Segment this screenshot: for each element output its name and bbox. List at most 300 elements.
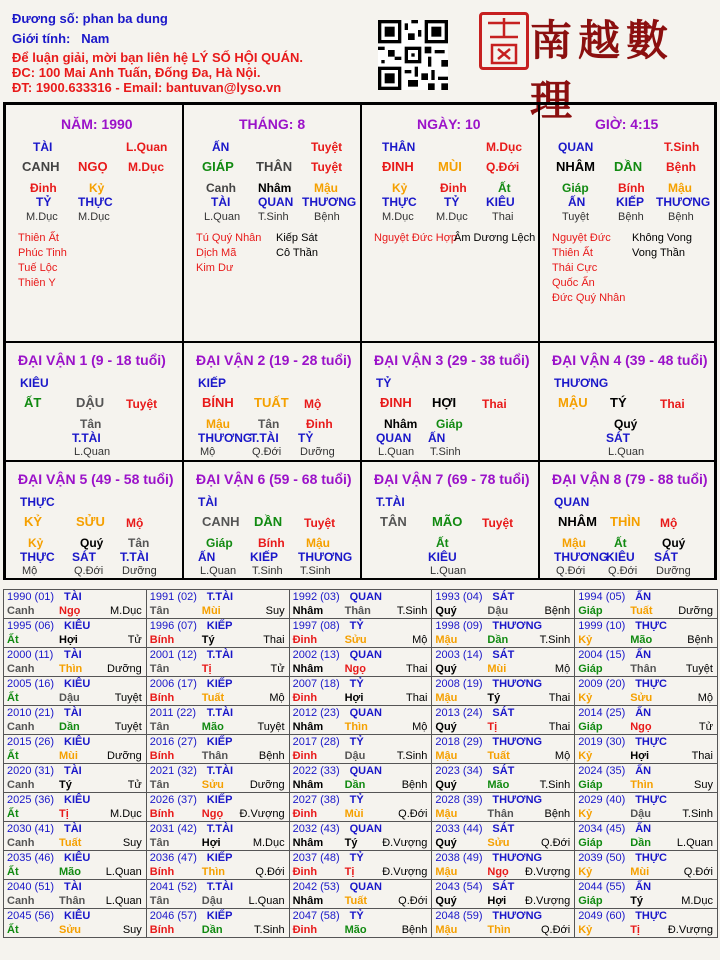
dai-van-hidden-god: THỰC xyxy=(20,550,55,564)
pillar-thang xyxy=(183,104,361,342)
year-chi: Tị xyxy=(59,808,69,820)
year-can: Ất xyxy=(7,750,19,762)
dai-van-hidden-god: SÁT xyxy=(72,550,96,564)
year-label: 2007 (18) xyxy=(292,678,340,690)
year-chi: Hợi xyxy=(487,895,507,907)
year-status: T.Sinh xyxy=(539,634,571,646)
year-can: Mậu xyxy=(435,634,458,646)
year-cell xyxy=(146,677,289,706)
year-status: Tử xyxy=(127,634,142,646)
year-god: THƯƠNG xyxy=(492,678,543,690)
year-chi: Hợi xyxy=(201,837,221,849)
year-god: ẤN xyxy=(635,765,652,777)
year-chi: Mùi xyxy=(487,663,507,675)
pillar-top-status: M.Dục xyxy=(486,140,522,154)
duong-so: Đương số: phan ba dung xyxy=(12,11,168,26)
year-chi: Sửu xyxy=(630,692,653,704)
year-can: Quý xyxy=(435,605,457,617)
year-chi: Thìn xyxy=(487,924,511,936)
dai-van-hidden-stem: Quý xyxy=(662,536,686,550)
year-can: Ất xyxy=(7,808,19,820)
year-cell xyxy=(432,793,575,822)
dai-van-can: TÂN xyxy=(380,514,407,529)
year-can: Quý xyxy=(435,721,457,733)
dai-van-hidden-status: L.Quan xyxy=(74,446,111,458)
year-label: 2044 (55) xyxy=(578,881,626,893)
year-god: ẤN xyxy=(635,649,652,661)
dai-van-hidden-stem: Giáp xyxy=(206,536,233,550)
year-status: Đ.Vượng xyxy=(382,837,428,849)
year-cell xyxy=(146,648,289,677)
dai-van-chi: TÝ xyxy=(610,395,627,410)
dai-van-hidden-stem: Nhâm xyxy=(384,417,418,431)
year-chi: Mão xyxy=(344,924,367,936)
year-chi: Ngọ xyxy=(59,605,81,617)
dai-van-hidden-stem: Quý xyxy=(80,536,104,550)
year-cell xyxy=(575,880,718,909)
hidden-status: T.Sinh xyxy=(258,211,289,223)
year-status: L.Quan xyxy=(248,895,285,907)
year-chi: Mùi xyxy=(201,605,221,617)
year-chi: Thân xyxy=(59,895,86,907)
dai-van-chi: THÌN xyxy=(610,514,641,529)
year-cell xyxy=(4,735,147,764)
year-label: 2031 (42) xyxy=(149,823,197,835)
year-god: TÀI xyxy=(64,707,82,719)
dai-van-hidden-status: T.Sinh xyxy=(252,565,283,577)
year-can: Quý xyxy=(435,895,457,907)
year-can: Bính xyxy=(149,750,175,762)
dai-van-cell xyxy=(5,461,183,580)
year-cell xyxy=(289,590,432,619)
star: Tú Quý Nhân xyxy=(196,232,262,244)
year-can: Ất xyxy=(7,866,19,878)
year-cell xyxy=(146,793,289,822)
dai-van-title: ĐẠI VẬN 6 (59 - 68 tuổi) xyxy=(196,471,352,487)
year-cell xyxy=(289,880,432,909)
year-cell xyxy=(289,909,432,938)
year-can: Giáp xyxy=(578,721,603,733)
dai-van-chi: SỬU xyxy=(76,514,105,529)
year-god: QUAN xyxy=(349,765,382,777)
year-chi: Sửu xyxy=(487,837,510,849)
year-chi: Thân xyxy=(630,663,657,675)
hidden-status: Tuyệt xyxy=(562,211,590,223)
year-status: Thai xyxy=(263,634,285,646)
year-cell xyxy=(4,822,147,851)
gioi-tinh-label: Giới tính: xyxy=(12,31,71,46)
year-cell xyxy=(575,851,718,880)
pillar-chi: NGỌ xyxy=(78,159,108,174)
year-can: Bính xyxy=(149,808,175,820)
year-cell xyxy=(432,764,575,793)
dai-van-hidden-stem: Mậu xyxy=(562,536,586,550)
year-label: 2039 (50) xyxy=(578,852,626,864)
pillar-top-god: ẤN xyxy=(212,140,230,154)
year-label: 2043 (54) xyxy=(435,881,483,893)
year-can: Kỷ xyxy=(578,692,593,704)
year-label: 2042 (53) xyxy=(292,881,340,893)
year-chi: Dậu xyxy=(201,895,223,907)
year-cell xyxy=(432,880,575,909)
pillar-top-god: THÂN xyxy=(382,140,416,154)
year-row xyxy=(4,793,718,822)
year-can: Đinh xyxy=(292,750,318,762)
dai-van-god: T.TÀI xyxy=(376,495,405,509)
hidden-stem: Giáp xyxy=(562,181,589,195)
year-label: 2015 (26) xyxy=(7,736,55,748)
dai-van-god: KIẾP xyxy=(198,376,227,390)
year-status: Mộ xyxy=(554,663,571,675)
year-label: 2012 (23) xyxy=(292,707,340,719)
year-label: 2026 (37) xyxy=(149,794,197,806)
year-god: THƯƠNG xyxy=(492,620,543,632)
dai-van-chi: HỢI xyxy=(432,395,457,410)
year-cell xyxy=(146,880,289,909)
year-status: Q.Đới xyxy=(398,808,428,820)
year-chi: Tuất xyxy=(59,837,82,849)
dai-van-hidden-status: Q.Đới xyxy=(74,565,104,577)
year-god: QUAN xyxy=(349,591,382,603)
year-cell xyxy=(575,619,718,648)
year-god: TÀI xyxy=(64,649,82,661)
hidden-status: M.Dục xyxy=(78,211,110,223)
year-label: 2040 (51) xyxy=(7,881,55,893)
year-label: 1991 (02) xyxy=(149,591,197,603)
year-god: KIẾP xyxy=(206,736,233,748)
dai-van-cell xyxy=(183,342,361,461)
year-god: KIẾP xyxy=(206,852,233,864)
dai-van-hidden-god: KIÊU xyxy=(428,550,457,564)
year-row xyxy=(4,648,718,677)
year-god: SÁT xyxy=(492,707,515,719)
year-label: 1997 (08) xyxy=(292,620,340,632)
year-status: T.Sinh xyxy=(254,924,285,936)
year-label: 2024 (35) xyxy=(578,765,626,777)
year-label: 2029 (40) xyxy=(578,794,626,806)
year-god: TÀI xyxy=(64,823,82,835)
year-can: Kỷ xyxy=(578,750,593,762)
hidden-stem: Canh xyxy=(206,181,236,195)
dai-van-can: ĐINH xyxy=(380,395,412,410)
star: Thiên Ất xyxy=(18,232,59,244)
year-label: 2005 (16) xyxy=(7,678,55,690)
dai-van-god: THỰC xyxy=(20,495,55,509)
year-can: Canh xyxy=(7,837,35,849)
year-can: Canh xyxy=(7,895,35,907)
year-status: Dưỡng xyxy=(678,605,713,617)
year-god: TỶ xyxy=(349,910,364,922)
year-chi: Thân xyxy=(201,750,229,762)
year-cell xyxy=(575,909,718,938)
year-chi: Dần xyxy=(630,837,651,849)
dai-van-hidden-god: T.TÀI xyxy=(72,431,101,445)
hidden-god: TỶ xyxy=(444,195,460,209)
year-status: Tử xyxy=(698,721,713,733)
year-status: Suy xyxy=(122,837,142,849)
year-status: Đ.Vượng xyxy=(667,924,713,936)
year-label: 1990 (01) xyxy=(7,591,55,603)
year-cell xyxy=(289,851,432,880)
pillar-chi-status: Q.Đới xyxy=(486,160,520,174)
year-can: Đinh xyxy=(292,634,318,646)
year-cell xyxy=(575,677,718,706)
year-status: Q.Đới xyxy=(540,924,571,936)
chart-grid xyxy=(3,102,717,580)
year-cell xyxy=(432,851,575,880)
gioi-tinh-value: Nam xyxy=(81,31,110,46)
year-chi: Thìn xyxy=(59,663,83,675)
hidden-status: Bệnh xyxy=(314,211,340,223)
year-god: ẤN xyxy=(635,707,652,719)
year-god: THƯƠNG xyxy=(492,852,543,864)
lien-he: Để luận giải, mời bạn liên hệ LÝ SỐ HỘI QUÁN. xyxy=(12,50,303,65)
year-cell xyxy=(575,648,718,677)
year-chi: Hợi xyxy=(59,634,78,646)
year-status: Bệnh xyxy=(401,779,428,791)
dai-van-hidden-status: Dưỡng xyxy=(122,565,157,577)
year-chi: Dậu xyxy=(59,692,80,704)
hidden-status: L.Quan xyxy=(204,211,241,223)
year-chi: Ngọ xyxy=(487,866,509,878)
qr-code-icon[interactable] xyxy=(378,20,448,90)
year-cell xyxy=(432,619,575,648)
year-god: TỶ xyxy=(349,794,364,806)
dai-van-hidden-status: L.Quan xyxy=(430,565,467,577)
star: Quốc Ấn xyxy=(552,277,595,289)
hidden-status: Bệnh xyxy=(668,211,694,223)
year-chi: Mão xyxy=(201,721,224,733)
year-god: KIÊU xyxy=(64,678,91,690)
year-label: 2037 (48) xyxy=(292,852,340,864)
year-chi: Mão xyxy=(59,866,81,878)
year-cell xyxy=(4,677,147,706)
year-chi: Thân xyxy=(487,808,514,820)
year-chi: Tý xyxy=(59,779,72,791)
year-label: 2004 (15) xyxy=(578,649,626,661)
dai-van-title: ĐẠI VẬN 3 (29 - 38 tuổi) xyxy=(374,352,530,368)
dai-van-cell xyxy=(5,342,183,461)
dai-van-cell xyxy=(183,461,361,580)
hidden-god: THỰC xyxy=(382,195,417,209)
year-chi: Tuất xyxy=(630,605,653,617)
dai-van-hidden-stem: Kỷ xyxy=(28,536,44,550)
hidden-god: ẤN xyxy=(568,195,586,209)
year-label: 2017 (28) xyxy=(292,736,340,748)
year-status: Thai xyxy=(691,750,713,762)
year-god: SÁT xyxy=(492,649,515,661)
year-status: Suy xyxy=(694,779,713,791)
year-label: 2034 (45) xyxy=(578,823,626,835)
year-can: Tân xyxy=(149,779,170,791)
pillar-title: THÁNG: 8 xyxy=(239,116,306,132)
pillar-can: CANH xyxy=(22,159,60,174)
pillar-title: NGÀY: 10 xyxy=(417,116,481,132)
hidden-god: TỶ xyxy=(36,195,52,209)
year-status: Thai xyxy=(548,721,571,733)
year-god: TỶ xyxy=(349,736,364,748)
year-label: 1999 (10) xyxy=(578,620,626,632)
year-cell xyxy=(289,735,432,764)
dai-van-title: ĐẠI VẬN 2 (19 - 28 tuổi) xyxy=(196,352,352,368)
year-row xyxy=(4,619,718,648)
year-label: 2013 (24) xyxy=(435,707,483,719)
year-can: Kỷ xyxy=(578,924,593,936)
year-cell xyxy=(146,909,289,938)
star: Phúc Tinh xyxy=(18,247,67,259)
dai-van-hidden-god: ẤN xyxy=(428,431,446,445)
year-chi: Mùi xyxy=(630,866,650,878)
dai-van-hidden-stem: Tân xyxy=(128,536,150,550)
year-status: Q.Đới xyxy=(398,895,428,907)
year-can: Nhâm xyxy=(292,663,324,675)
year-label: 1993 (04) xyxy=(435,591,483,603)
year-god: SÁT xyxy=(492,591,515,603)
pillar-top-status: Tuyệt xyxy=(311,140,343,154)
dai-van-hidden-god: KIẾP xyxy=(250,550,279,564)
star-bad: Vong Thần xyxy=(632,247,686,259)
dai-van-hidden-god: TỶ xyxy=(298,431,314,445)
year-status: M.Dục xyxy=(681,895,713,907)
year-can: Quý xyxy=(435,779,457,791)
dai-van-chi: DẬU xyxy=(76,395,105,410)
year-god: KIÊU xyxy=(64,910,91,922)
dai-van-hidden-status: T.Sinh xyxy=(430,446,461,458)
year-cell xyxy=(575,793,718,822)
dai-van-hidden-god: T.TÀI xyxy=(250,431,279,445)
dai-van-hidden-status: Mộ xyxy=(22,565,38,577)
year-chi: Tị xyxy=(487,721,498,733)
dai-van-chi: DẦN xyxy=(254,514,283,529)
year-cell xyxy=(289,706,432,735)
hidden-stem: Kỷ xyxy=(392,181,408,195)
year-label: 2045 (56) xyxy=(7,910,55,922)
year-label: 2022 (33) xyxy=(292,765,340,777)
year-label: 2048 (59) xyxy=(435,910,483,922)
year-row xyxy=(4,764,718,793)
year-cell xyxy=(146,764,289,793)
year-status: Bệnh xyxy=(258,750,285,762)
year-god: QUAN xyxy=(349,881,382,893)
year-chi: Ngọ xyxy=(201,808,224,820)
year-god: TÀI xyxy=(64,765,82,777)
year-chi: Tuất xyxy=(201,692,225,704)
year-cell xyxy=(432,590,575,619)
year-chi: Dần xyxy=(344,779,366,791)
year-chi: Thìn xyxy=(344,721,368,733)
year-god: KIÊU xyxy=(64,852,91,864)
dai-van-hidden-god: T.TÀI xyxy=(120,550,149,564)
year-cell xyxy=(146,590,289,619)
year-god: KIẾP xyxy=(206,620,233,632)
year-cell xyxy=(575,764,718,793)
year-chi: Tý xyxy=(344,837,358,849)
dai-van-can: MẬU xyxy=(558,395,588,410)
year-label: 2038 (49) xyxy=(435,852,483,864)
year-status: L.Quan xyxy=(105,895,142,907)
year-cell xyxy=(289,648,432,677)
year-label: 2000 (11) xyxy=(7,649,54,661)
year-label: 2006 (17) xyxy=(149,678,197,690)
year-chi: Dậu xyxy=(344,750,366,762)
year-cell xyxy=(432,735,575,764)
year-can: Ất xyxy=(7,924,19,936)
dai-van-can: KỶ xyxy=(24,514,43,529)
hidden-stem: Mậu xyxy=(314,181,338,195)
year-can: Tân xyxy=(149,663,170,675)
pillar-title: NĂM: 1990 xyxy=(61,116,133,132)
year-label: 1992 (03) xyxy=(292,591,340,603)
dai-van-hidden-status: L.Quan xyxy=(378,446,415,458)
year-label: 2047 (58) xyxy=(292,910,340,922)
year-label: 2023 (34) xyxy=(435,765,483,777)
pillar-top-status: L.Quan xyxy=(126,140,168,154)
year-chi: Dần xyxy=(487,634,509,646)
star-bad: Cô Thần xyxy=(276,247,318,259)
dai-van-hidden-stem: Quý xyxy=(614,417,638,431)
dai-van-status: Mộ xyxy=(660,516,678,530)
year-status: Bệnh xyxy=(687,634,713,646)
year-can: Mậu xyxy=(435,924,458,936)
year-cell xyxy=(432,822,575,851)
luu-nien-table xyxy=(3,589,718,938)
year-cell xyxy=(575,822,718,851)
year-cell xyxy=(4,880,147,909)
year-status: Thai xyxy=(548,692,571,704)
year-cell xyxy=(146,735,289,764)
dai-van-hidden-god: ẤN xyxy=(198,550,216,564)
dai-van-god: QUAN xyxy=(554,495,590,509)
year-label: 2011 (22) xyxy=(149,707,197,719)
dai-van-hidden-status: Q.Đới xyxy=(608,565,638,577)
year-chi: Ngọ xyxy=(344,663,366,675)
year-chi: Thìn xyxy=(201,866,226,878)
year-status: L.Quan xyxy=(676,837,713,849)
year-status: Suy xyxy=(265,605,285,617)
dai-van-hidden-status: Dưỡng xyxy=(300,446,335,458)
year-god: TỶ xyxy=(349,678,364,690)
year-label: 1996 (07) xyxy=(149,620,197,632)
year-can: Tân xyxy=(149,721,170,733)
hidden-god: QUAN xyxy=(258,195,294,209)
year-can: Nhâm xyxy=(292,895,324,907)
year-god: KIÊU xyxy=(64,794,91,806)
year-can: Tân xyxy=(149,605,170,617)
year-can: Kỷ xyxy=(578,634,593,646)
year-can: Mậu xyxy=(435,692,458,704)
dai-van-hidden-status: Q.Đới xyxy=(252,446,282,458)
year-god: KIÊU xyxy=(64,736,91,748)
hidden-status: Bệnh xyxy=(618,211,644,223)
dai-van-status: Mộ xyxy=(304,397,322,411)
star: Nguyệt Đức xyxy=(552,232,611,244)
dai-van-chi: MÃO xyxy=(432,514,463,529)
year-row xyxy=(4,909,718,938)
year-can: Bính xyxy=(149,924,175,936)
year-god: TỶ xyxy=(349,620,364,632)
pillar-can: ĐINH xyxy=(382,159,414,174)
dai-van-cell xyxy=(539,461,715,580)
year-chi: Tuất xyxy=(487,750,510,762)
pillar-chi: DẦN xyxy=(614,159,643,174)
year-god: SÁT xyxy=(492,765,515,777)
year-chi: Tị xyxy=(630,924,640,936)
dai-van-hidden-stem: Ất xyxy=(614,536,627,550)
year-status: Suy xyxy=(122,924,142,936)
pillar-chi-status: Tuyệt xyxy=(311,160,343,174)
year-cell xyxy=(289,677,432,706)
year-can: Canh xyxy=(7,721,35,733)
